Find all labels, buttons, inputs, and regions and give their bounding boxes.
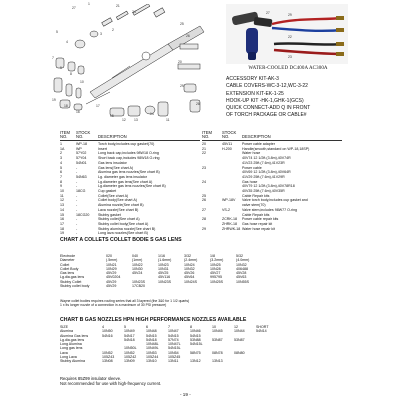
parts-stock-cell: - [76,170,78,175]
parts-stock-cell: - [76,165,78,170]
torch-exploded-diagram [50,4,210,130]
parts-stock-cell: - [76,231,78,236]
parts-item-cell: 3 [60,156,62,161]
table-cell: Collet Body [60,266,79,271]
table-cell: 45V63 [236,275,247,280]
chart-a-note: 1 x Its longer nozzle of a connection in a maximum of 30 PSI pressure) [60,303,167,307]
callout-20: 20 [178,60,182,64]
table-cell: 10N29 [106,266,117,271]
table-cell: 10N54 [168,350,179,355]
callout-8: 8 [70,72,72,76]
parts-desc-cell: Valve stem,includes 98W77 O-ring [242,207,298,212]
parts-desc-cell: Cup gasket [98,189,117,193]
parts-desc-cell: Alumina nozzle(See chart B) [98,203,144,208]
parts-item-cell: 5 [60,165,62,170]
header-cell: Diameter [60,258,75,263]
table-cell: Gas lens [60,271,75,276]
callout-11: 11 [166,118,170,122]
parts-desc-cell: Lg.diameter gas lens nozzles(See chart B) [98,184,166,189]
table-cell: 57N74 [168,337,179,342]
parts-desc-cell: Power cable adapter [242,142,275,146]
parts-stock-cell: 57Y04 [76,156,87,161]
parts-desc-cell: Cable Repair kits [242,212,270,217]
col-header-description: DESCRIPTION [98,134,127,139]
header-cell: SHORT [256,325,269,329]
table-cell: 54N15 [146,333,157,338]
table-cell: 10N25 [210,262,221,267]
header-cell: 10 [212,325,216,329]
table-cell: 53N87 [212,337,223,342]
parts-stock-cell: - [76,193,78,198]
parts-item-cell: 29 [202,226,206,231]
col-header-item-no: NO. [202,134,210,139]
table-cell: 45V29 [106,279,117,284]
table-cell: Long gas lens [60,346,83,351]
parts-desc-cell: Water hose repair kit [242,226,276,231]
parts-stock-cell: ZHRWK-18 [222,226,241,231]
parts-item-cell: 12 [60,198,64,203]
parts-desc-cell: 41V29 25ft.(7.6m),41V29R [242,174,285,179]
table-cell: 105Z43 [102,355,115,360]
parts-stock-cell: H-200 [222,146,232,151]
parts-stock-cell: - [76,221,78,226]
table-row [60,359,278,363]
table-cell: 54N15 [168,333,179,338]
table-cell: 45V0204 [106,275,121,280]
accessory-line: CABLE COVERS-WC-3-12,WC-3-22 [226,83,308,90]
parts-desc-cell: Stubby collet(See chart A) [98,217,140,222]
header-cell: 3/32 [184,254,191,258]
callout-9: 9 [60,66,62,70]
table-cell: Long Lava [60,355,77,360]
table-cell: 10N32 [236,262,247,267]
parts-desc-cell: Gas hose [242,179,258,184]
parts-item-cell: 19 [60,231,64,236]
parts-desc-cell: Long lava nozzles(See chart B) [98,231,148,236]
header-cell: 040 [132,254,138,258]
header-cell: 5 [124,325,126,329]
parts-item-cell: 4 [60,160,62,165]
footnote: Requires 85Z99 insulator sleeve. [60,376,122,381]
table-cell: 406488 [236,266,248,271]
table-cell: 10N24 [184,262,195,267]
header-cell: 12 [234,325,238,329]
back-cap-parts [75,4,165,48]
table-cell: 10N32 [184,266,195,271]
parts-desc-cell: Insert [98,146,107,151]
header-cell: 6 [146,325,148,329]
table-cell: 54N17 [124,333,135,338]
header-cell: Electrode [60,254,76,258]
photo-caption: WATER-COOLED DC400A AC300A [248,66,328,71]
table-cell: 10N46 [190,329,201,334]
table-cell: 105Z44 [146,355,159,360]
callout-18: 18 [64,104,68,108]
table-cell: 10N48 [146,329,157,334]
parts-desc-cell: Cable Repair kits [242,193,270,198]
parts-stock-cell: - [76,217,78,222]
parts-stock-cell: - [76,179,78,184]
photo-callout-23: 23 [288,55,292,59]
table-cell: Long Alumina [60,342,82,347]
table-cell: 13N12 [190,359,201,364]
parts-desc-cell: 41V23 25ft.(7.6m),41V23R [242,160,285,165]
photo-callout-22: 22 [288,35,292,39]
col-header-item: ITEM [60,130,71,135]
table-cell: 45V27 [210,271,221,276]
chart-b-title: CHART B GAS NOZZLES HPN HIGH PERFORMANCE NOZZLES AVAILABLE [60,317,247,323]
header-cell: 7 [168,325,170,329]
table-cell [256,359,278,363]
parts-desc-cell: Short back cap,includes 98W18 O-ring [98,156,160,161]
col-header-item: ITEM [202,130,213,135]
table-cell: 17CB20 [132,284,145,289]
callout-21: 21 [116,4,120,8]
parts-stock-cell: 54N01 [76,160,87,165]
table-cell: 45V116 [158,275,171,280]
table-cell [158,284,184,288]
parts-item-cell: 22 [202,151,206,156]
parts-stock-cell: - [76,198,78,203]
table-cell: 10N28 [210,266,221,271]
accessory-line: QUICK CONNECT-ADD Q IN FRONT [226,105,311,112]
photo-callout-27: 27 [266,11,270,15]
table-cell: 10N47L [168,342,181,347]
parts-stock-cell: ZCRK-18 [222,217,237,222]
table-cell: 54N14 [256,329,267,334]
parts-item-cell: 27 [202,207,206,212]
table-cell: 54N15L [168,346,181,351]
table-cell: Lg.dia.gas lens [60,337,85,342]
callout-2: 2 [112,28,114,32]
table-cell: 10N49 [124,329,135,334]
table-cell: 10N24S [184,279,197,284]
parts-desc-cell: Gas lens(See chart A) [98,165,134,170]
parts-item-cell: 20 [202,142,206,146]
parts-item-cell: 23 [202,165,206,170]
table-cell: 45V25 [158,271,169,276]
parts-stock-cell: - [76,226,78,231]
table-cell: 45V26 [184,271,195,276]
parts-desc-cell: Handle(smooth,standard on WP-18,18SP) [242,146,310,151]
table-cell: 105Z45 [168,355,181,360]
table-cell: 10N47 [168,329,179,334]
parts-stock-cell: ZHRK-18 [222,221,237,226]
table-cell: Lava [60,350,68,355]
parts-stock-cell: - [76,203,78,208]
callout-7: 7 [52,56,54,60]
table-cell: 10N50 [102,329,113,334]
table-cell: Stubby Collet [60,279,82,284]
parts-stock-cell: WP-18 [76,142,87,146]
parts-item-cell: 1 [60,142,62,146]
table-cell: 995795 [210,275,222,280]
col-header-stock: STOCK [76,130,91,135]
header-cell: (3.2mm) [210,258,224,263]
accessory-list [226,76,386,120]
callout-17: 17 [96,104,100,108]
parts-desc-cell: Stubby alumina nozzle(See chart B) [98,226,156,231]
header-cell: (.5mm) [106,258,118,263]
callout-14: 14 [150,112,154,116]
table-cell: 105Z42 [124,355,137,360]
parts-desc-cell: Power cable repair kits [242,217,279,222]
header-cell: 1/8 [210,254,215,258]
page-number: - 19 - [180,392,191,397]
callout-12: 12 [122,118,126,122]
parts-item-cell: 25 [202,193,206,198]
header-cell: (2.4mm) [184,258,198,263]
parts-stock-cell: 18CG20 [76,212,90,217]
table-cell: 54N18 [146,337,157,342]
parts-desc-cell: Stubby collet body(See chart A) [98,221,149,226]
table-cell: 10N22 [132,262,143,267]
parts-desc-cell: Water hose [242,151,261,156]
table-cell: 10N30 [132,266,143,271]
header-cell: 1/16 [158,254,165,258]
table-cell: 10N25S [210,279,223,284]
table-cell: 54N15L [190,342,203,347]
parts-desc-cell: Lava nozzle(See chart B) [98,207,139,212]
table-cell: 13N08 [102,359,113,364]
parts-item-cell: 24 [202,179,206,184]
table-cell: 13N10 [146,359,157,364]
footnote: Not recommended for use with high-frequency current. [60,381,162,386]
parts-item-cell: 7 [60,174,62,179]
table-cell: Stubby Alumina [60,359,85,364]
callout-28: 28 [196,102,200,106]
table-cell: 10N31 [158,266,169,271]
table-cell: Stubby collet body [60,284,90,289]
table-cell [210,284,236,288]
table-row [60,284,262,288]
parts-stock-cell: VS-2 [222,207,230,212]
header-cell: (1mm) [132,258,143,263]
parts-desc-cell: Collet body(See chart A) [98,198,137,203]
col-header-description: DESCRIPTION [242,134,271,139]
parts-item-cell: 28 [202,217,206,222]
table-cell: 45V24 [132,271,143,276]
col-header-stock: STOCK [222,130,237,135]
table-cell: 53N88 [190,337,201,342]
header-cell: SIZE [60,325,68,329]
table-cell: 45V64 [184,275,195,280]
parts-desc-cell: Collet(See chart A) [98,193,129,198]
callout-19: 19 [52,98,56,102]
parts-desc-cell: Lg. diameter gas lens insulator [98,174,147,179]
table-cell [236,284,262,288]
parts-desc-cell: Alumina gas lens nozzles(See chart B) [98,170,160,175]
header-cell: 5/32 [236,254,243,258]
parts-desc-cell: Lg.diameter gas lens(See chart A) [98,179,153,184]
parts-stock-cell: 45V11 [222,142,233,146]
col-header-item-no: NO. [60,134,68,139]
parts-item-cell: 9 [60,184,62,189]
parts-desc-cell: 40V79 12 1/2ft.(3.8m),40V78R18 [242,184,295,189]
callout-13: 13 [134,118,138,122]
callout-10: 10 [80,80,84,84]
callout-15: 15 [110,114,114,118]
torch-photo [226,4,348,64]
table-cell: 10N52 [102,350,113,355]
table-cell: 08N80 [234,350,245,355]
parts-desc-cell: 40V74 12 1/2ft.(3.8m),40V74R [242,156,291,161]
parts-item-cell: 14 [60,207,64,212]
parts-stock-cell: - [76,207,78,212]
parts-item-cell: 18 [60,226,64,231]
accessory-line: OF TORCH PACKAGE OR CABLE# [226,112,307,119]
parts-desc-cell: Gas hose repair kit [242,221,273,226]
header-cell: 4 [102,325,104,329]
parts-item-cell: 13 [60,203,64,208]
parts-item-cell: 1A [60,146,65,151]
callout-25: 25 [180,22,184,26]
table-cell: 13N11 [168,359,179,364]
chart-b-table [60,325,278,364]
parts-item-cell: 6 [60,170,62,175]
parts-stock-cell: WP [76,146,82,151]
header-rule [202,140,342,141]
table-cell: 54N18 [124,337,135,342]
table-cell: 10N48L [146,342,159,347]
table-cell: 10N23S [132,279,145,284]
header-cell: 8 [190,325,192,329]
callout-16: 16 [76,110,80,114]
table-cell: Alumina Gas lens [60,333,89,338]
table-cell: 10N23 [158,262,169,267]
col-header-stock-no: NO. [76,134,84,139]
parts-item-cell: 26 [202,198,206,203]
parts-item-cell: 11 [60,193,64,198]
table-cell: 10N44 [234,329,245,334]
callout-1: 1 [88,2,90,6]
callout-29: 29 [180,84,184,88]
table-cell: 10N21 [106,262,117,267]
table-cell: Lg.dia.gas lens [60,275,85,280]
parts-item-cell: 10 [60,189,64,193]
header-rule [60,140,200,141]
accessory-line: ACCESSORY KIT-AK-3 [226,76,279,82]
accessory-line: HOOK-UP KIT -HK-1,GHK-1(GCS) [226,97,304,104]
table-cell: 45V29 [106,271,117,276]
chart-a-title: CHART A COLLETS COLLET BODIE S GAS LENS [60,237,182,243]
parts-stock-cell: 18CG [76,189,86,193]
col-header-stock-no: NO. [222,134,230,139]
table-cell: 54N16 [102,333,113,338]
table-cell: 10N55S [236,279,249,284]
table-cell: 45V29 [106,284,117,289]
table-cell [234,359,256,363]
callout-26: 26 [186,34,190,38]
callout-27: 27 [72,6,76,10]
header-cell: (1.6mm) [158,258,172,263]
parts-desc-cell: 40V69 12 1/2ft.(3.8m),40V64R [242,170,291,175]
parts-item-cell: 16 [60,217,64,222]
table-cell: 10N49L [146,346,159,351]
parts-desc-cell: Long back cap,includes 98W18 O-ring [98,151,159,156]
table-cell: 10N53 [146,350,157,355]
parts-stock-cell: WP-18V [222,198,236,203]
parts-stock-cell: 57Y02 [76,151,87,156]
parts-desc-cell: valve stem(70) [242,203,266,208]
parts-desc-cell: Gas lens insulator [98,160,127,165]
table-cell: 45V28 [236,271,247,276]
callout-24: 24 [132,10,136,14]
callout-3: 3 [100,32,102,36]
parts-desc-cell: Torch body,includes cup gasket(70) [98,142,155,146]
parts-item-cell: 15 [60,212,64,217]
callout-4: 4 [66,40,68,44]
table-cell: Collet [60,262,70,267]
parts-desc-cell: 40V35 25ft.(7.6m),40V35R [242,189,285,193]
parts-item-cell: 17 [60,221,64,226]
chart-a-table [60,254,262,288]
parts-desc-cell: Valve torch body,includes cup gasket and [242,198,308,203]
header-cell: (4.0mm) [236,258,250,263]
parts-item-cell: 8 [60,179,62,184]
parts-item-cell: 2 [60,151,62,156]
table-cell: 53N87 [234,337,245,342]
parts-desc-cell: Stubby gasket [98,212,121,217]
accessory-line: EXTENSION KIT-EK-1-25 [226,90,284,97]
parts-stock-cell: - [76,184,78,189]
table-cell: 58N75 [190,350,201,355]
photo-callout-29: 29 [288,13,292,17]
table-cell [184,284,210,288]
table-cell: 08N78 [212,350,223,355]
parts-desc-cell: Power cable [242,165,262,170]
parts-item-cell: 21 [202,146,206,151]
table-cell: 10N23S [158,279,171,284]
table-cell: 10N50L [124,346,137,351]
parts-stock-cell: 54N63 [76,174,87,179]
table-cell: 10N45 [212,329,223,334]
table-cell: Alumina [60,329,73,334]
chart-a-note: Wayne collet bodies requires routing series that all 3 layered (the 3&0 for 1 1/2 quarts) [60,299,190,303]
table-cell: 13N13 [212,359,223,364]
table-cell: 10N52 [124,350,135,355]
table-cell: 13N09 [124,359,135,364]
callout-5: 5 [56,30,58,34]
header-cell: 020 [106,254,112,258]
table-cell: 54N15 [190,333,201,338]
